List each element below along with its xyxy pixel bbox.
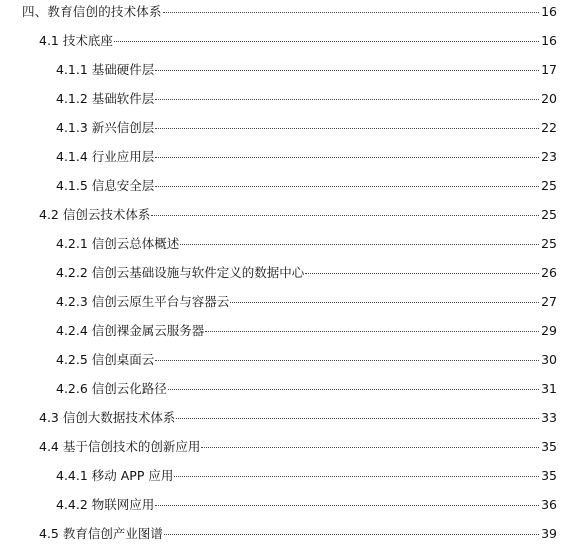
toc-page-number: 35 [541,439,557,454]
toc-entry-4-2-2[interactable] [56,263,557,283]
toc-page-number: 16 [541,33,557,48]
toc-page-number: 25 [541,178,557,193]
dot-leader [180,244,539,245]
toc-page-number: 23 [541,149,557,164]
dot-leader [155,128,539,129]
toc-entry-chapter-4[interactable] [22,2,557,22]
toc-entry-4-4[interactable] [39,437,557,457]
toc-entry-4-2-5[interactable] [56,350,557,370]
toc-entry-title: 四、教育信创的技术体系 [22,4,162,19]
dot-leader [305,273,539,274]
toc-entry-4-1-5[interactable] [56,176,557,196]
toc-page-number: 39 [541,526,557,541]
dot-leader [155,360,539,361]
dot-leader [155,505,539,506]
toc-entry-title: 4.1.1 基础硬件层 [56,62,155,77]
toc-page-number: 20 [541,91,557,106]
toc-page-number: 26 [541,265,557,280]
toc-entry-title: 4.4 基于信创技术的创新应用 [39,439,201,454]
toc-entry-title: 4.3 信创大数据技术体系 [39,410,176,425]
dot-leader [201,447,539,448]
toc-page-number: 33 [541,410,557,425]
toc-entry-title: 4.2.3 信创云原生平台与容器云 [56,294,230,309]
toc-entry-title: 4.2 信创云技术体系 [39,207,151,222]
toc-page-number: 25 [541,207,557,222]
toc-entry-4-1-2[interactable] [56,89,557,109]
dot-leader [205,331,539,332]
toc-page-number: 17 [541,62,557,77]
toc-entry-4-1-1[interactable] [56,60,557,80]
toc-entry-title: 4.1.4 行业应用层 [56,149,155,164]
dot-leader [151,215,539,216]
dot-leader [155,99,539,100]
toc-entry-4-5[interactable] [39,524,557,544]
toc-page-number: 30 [541,352,557,367]
dot-leader [230,302,539,303]
toc-entry-title: 4.4.2 物联网应用 [56,497,155,512]
toc-entry-4-2-1[interactable] [56,234,557,254]
toc-entry-title: 4.2.4 信创裸金属云服务器 [56,323,205,338]
dot-leader [155,70,539,71]
toc-entry-title: 4.5 教育信创产业图谱 [39,526,163,541]
toc-page-number: 25 [541,236,557,251]
dot-leader [176,418,539,419]
dot-leader [174,476,539,477]
toc-entry-4-3[interactable] [39,408,557,428]
dot-leader [155,157,539,158]
toc-entry-title: 4.1.2 基础软件层 [56,91,155,106]
toc-entry-title: 4.2.1 信创云总体概述 [56,236,180,251]
toc-entry-4-2-3[interactable] [56,292,557,312]
toc-entry-4-2[interactable] [39,205,557,225]
toc-page-number: 36 [541,497,557,512]
toc-entry-title: 4.1.5 信息安全层 [56,178,155,193]
toc-entry-title: 4.4.1 移动 APP 应用 [56,468,174,483]
toc-entry-4-2-6[interactable] [56,379,557,399]
toc-entry-4-4-1[interactable] [56,466,557,486]
toc-entry-4-1[interactable] [39,31,557,51]
toc-entry-title: 4.1.3 新兴信创层 [56,120,155,135]
toc-page-number: 27 [541,294,557,309]
toc-page-number: 29 [541,323,557,338]
dot-leader [114,41,539,42]
toc-page-number: 22 [541,120,557,135]
toc-entry-4-1-4[interactable] [56,147,557,167]
toc-page-number: 16 [541,4,557,19]
toc-page-number: 35 [541,468,557,483]
toc-entry-4-4-2[interactable] [56,495,557,515]
toc-page-number: 31 [541,381,557,396]
dot-leader [155,186,539,187]
toc-entry-title: 4.2.6 信创云化路径 [56,381,167,396]
dot-leader [164,534,539,535]
toc-entry-title: 4.2.5 信创桌面云 [56,352,155,367]
toc-entry-4-1-3[interactable] [56,118,557,138]
toc-entry-title: 4.2.2 信创云基础设施与软件定义的数据中心 [56,265,305,280]
toc-entry-title: 4.1 技术底座 [39,33,113,48]
dot-leader [163,12,539,13]
toc-entry-4-2-4[interactable] [56,321,557,341]
dot-leader [168,389,539,390]
